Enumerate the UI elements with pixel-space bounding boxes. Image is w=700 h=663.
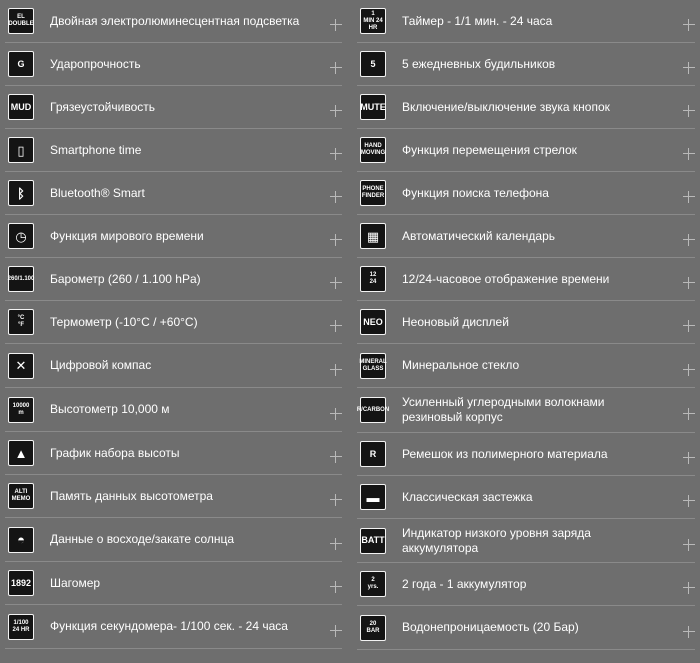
el-double-backlight-icon	[8, 8, 34, 34]
left-feature-row[interactable]	[5, 86, 342, 129]
feature-label: Шагомер	[50, 575, 101, 590]
right-feature-row[interactable]	[357, 215, 695, 258]
battery-life-icon	[360, 571, 386, 597]
bluetooth-icon	[8, 180, 34, 206]
feature-label: Функция поиска телефона	[402, 185, 549, 200]
right-feature-row[interactable]	[357, 258, 695, 301]
expand-plus-icon[interactable]	[683, 62, 695, 74]
expand-plus-icon[interactable]	[330, 191, 342, 203]
carbon-case-icon-text: R/CARBON	[356, 406, 390, 413]
thermometer-icon-text: °C °F	[17, 315, 25, 328]
expand-plus-icon[interactable]	[330, 451, 342, 463]
right-feature-row[interactable]	[357, 86, 695, 129]
timer-icon-text: 1 MIN 24 HR	[363, 10, 383, 31]
world-time-icon-text: ◷	[15, 228, 27, 244]
buckle-icon	[360, 484, 386, 510]
expand-plus-icon[interactable]	[330, 625, 342, 637]
shock-resist-icon-text: G	[17, 58, 25, 69]
right-feature-row[interactable]	[357, 476, 695, 519]
world-time-icon	[8, 223, 34, 249]
expand-plus-icon[interactable]	[683, 19, 695, 31]
right-feature-row[interactable]	[357, 0, 695, 43]
feature-label: Неоновый дисплей	[402, 314, 509, 329]
right-feature-row[interactable]	[357, 172, 695, 215]
mud-resist-icon-text: MUD	[10, 101, 32, 112]
expand-plus-icon[interactable]	[683, 364, 695, 376]
left-feature-row[interactable]	[5, 215, 342, 258]
altitude-graph-icon-text: ▲	[14, 445, 28, 461]
12-24-hour-icon-text: 12 24	[369, 272, 377, 285]
carbon-case-icon	[356, 397, 390, 423]
left-feature-row[interactable]	[5, 562, 342, 605]
feature-label: Память данных высотометра	[50, 488, 213, 503]
alti-memo-icon-text: ALTI MEMO	[11, 489, 31, 502]
feature-label: Ударопрочность	[50, 56, 141, 71]
expand-plus-icon[interactable]	[330, 148, 342, 160]
left-feature-row[interactable]	[5, 301, 342, 344]
feature-label: Цифровой компас	[50, 358, 152, 372]
el-double-backlight-icon-text: EL DOUBLE	[8, 14, 34, 27]
mute-icon-text: MUTE	[360, 101, 386, 112]
expand-plus-icon[interactable]	[330, 105, 342, 117]
expand-plus-icon[interactable]	[683, 539, 695, 551]
stopwatch-icon-text: 1/100 24 HR	[12, 619, 30, 633]
feature-label: Высотометр 10,000 м	[50, 402, 170, 416]
left-feature-row[interactable]	[5, 43, 342, 86]
stopwatch-icon	[8, 614, 34, 640]
expand-plus-icon[interactable]	[330, 277, 342, 289]
mud-resist-icon	[8, 94, 34, 120]
mineral-glass-icon-text: MINERAL GLASS	[359, 358, 387, 372]
right-feature-row[interactable]	[357, 344, 695, 388]
expand-plus-icon[interactable]	[683, 148, 695, 160]
water-resist-icon	[360, 615, 386, 641]
expand-plus-icon[interactable]	[330, 494, 342, 506]
12-24-hour-icon	[360, 266, 386, 292]
feature-label: Барометр (260 / 1.100 hPa)	[50, 271, 201, 286]
feature-label: Классическая застежка	[402, 489, 533, 504]
feature-label: Минеральное стекло	[402, 358, 520, 372]
buckle-icon-text: ▬	[366, 489, 380, 505]
feature-label: Ремешок из полимерного материала	[402, 446, 608, 461]
battery-life-icon-text: 2 yrs.	[367, 577, 379, 590]
pedometer-icon-text: 1892	[10, 577, 32, 588]
right-feature-row[interactable]	[357, 606, 695, 650]
thermometer-icon	[8, 309, 34, 335]
smartphone-time-icon	[8, 137, 34, 163]
left-feature-row[interactable]	[5, 0, 342, 43]
expand-plus-icon[interactable]	[683, 105, 695, 117]
feature-label: Таймер - 1/1 мин. - 24 часа	[402, 13, 553, 28]
left-feature-row[interactable]	[5, 518, 342, 562]
feature-label: Термометр (-10°C / +60°C)	[50, 314, 198, 329]
feature-label: График набора высоты	[50, 445, 180, 460]
left-feature-row[interactable]	[5, 172, 342, 215]
feature-label: Усиленный углеродными волокнами резиновый корпус	[402, 395, 605, 424]
left-feature-row[interactable]	[5, 388, 342, 432]
right-feature-row[interactable]	[357, 129, 695, 172]
feature-column-left	[5, 0, 342, 649]
feature-label: Водонепроницаемость (20 Бар)	[402, 620, 579, 634]
right-feature-row[interactable]	[357, 519, 695, 563]
feature-label: 2 года - 1 аккумулятор	[402, 576, 527, 591]
battery-indicator-icon-text: BATT	[361, 535, 385, 545]
barometer-icon	[8, 266, 34, 292]
auto-calendar-icon-text: ▦	[366, 228, 380, 244]
expand-plus-icon[interactable]	[330, 581, 342, 593]
alti-memo-icon	[8, 483, 34, 509]
right-feature-row[interactable]	[357, 43, 695, 86]
expand-plus-icon[interactable]	[683, 452, 695, 464]
barometer-icon-text: 260/1.100	[7, 275, 35, 282]
auto-calendar-icon	[360, 223, 386, 249]
expand-plus-icon[interactable]	[330, 408, 342, 420]
feature-label: Bluetooth® Smart	[50, 185, 145, 200]
hand-moving-icon	[360, 137, 386, 163]
altitude-graph-icon	[8, 440, 34, 466]
expand-plus-icon[interactable]	[683, 234, 695, 246]
feature-label: Автоматический календарь	[402, 228, 556, 243]
expand-plus-icon[interactable]	[330, 19, 342, 31]
sunrise-sunset-icon-text: ◓	[17, 532, 25, 547]
hand-moving-icon-text: HAND MOVING	[360, 143, 386, 156]
compass-icon-text: ✕	[15, 358, 27, 373]
feature-label: Функция мирового времени	[50, 228, 204, 243]
feature-label: Двойная электролюминесцентная подсветка	[50, 13, 300, 28]
smartphone-time-icon-text: ▯	[17, 142, 25, 158]
timer-icon	[360, 8, 386, 34]
feature-label: Функция секундомера- 1/100 сек. - 24 часа	[50, 619, 288, 633]
expand-plus-icon[interactable]	[683, 408, 695, 420]
feature-label: 5 ежедневных будильников	[402, 56, 556, 71]
battery-indicator-icon	[360, 528, 386, 554]
mineral-glass-icon	[360, 353, 386, 379]
left-feature-row[interactable]	[5, 605, 342, 649]
water-resist-icon-text: 20 BAR	[366, 620, 380, 634]
feature-label: Smartphone time	[50, 142, 142, 157]
resin-strap-icon	[360, 441, 386, 467]
feature-label: Функция перемещения стрелок	[402, 142, 577, 157]
left-feature-row[interactable]	[5, 432, 342, 475]
right-feature-row[interactable]	[357, 388, 695, 433]
expand-plus-icon[interactable]	[683, 277, 695, 289]
expand-plus-icon[interactable]	[330, 364, 342, 376]
bluetooth-icon-text: ᛒ	[17, 185, 25, 201]
expand-plus-icon[interactable]	[330, 234, 342, 246]
feature-label: 12/24-часовое отображение времени	[402, 271, 610, 286]
expand-plus-icon[interactable]	[330, 538, 342, 550]
mute-icon	[360, 94, 386, 120]
altimeter-icon	[8, 397, 34, 423]
phone-finder-icon-text: PHONE FINDER	[361, 186, 385, 199]
pedometer-icon	[8, 570, 34, 596]
left-feature-row[interactable]	[5, 344, 342, 388]
expand-plus-icon[interactable]	[330, 62, 342, 74]
alarms-icon-text: 5	[370, 58, 376, 69]
sunrise-sunset-icon	[8, 527, 34, 553]
expand-plus-icon[interactable]	[683, 495, 695, 507]
feature-label: Грязеустойчивость	[50, 99, 155, 114]
shock-resist-icon	[8, 51, 34, 77]
expand-plus-icon[interactable]	[683, 626, 695, 638]
expand-plus-icon[interactable]	[683, 582, 695, 594]
left-feature-row[interactable]	[5, 258, 342, 301]
expand-plus-icon[interactable]	[683, 320, 695, 332]
left-feature-row[interactable]	[5, 129, 342, 172]
feature-label: Включение/выключение звука кнопок	[402, 99, 610, 114]
right-feature-row[interactable]	[357, 301, 695, 344]
neon-display-icon-text: NEO	[363, 316, 383, 327]
altimeter-icon-text: 10000 m	[12, 402, 30, 416]
feature-label: Индикатор низкого уровня заряда аккумулятора	[402, 525, 591, 555]
right-feature-row[interactable]	[357, 433, 695, 476]
expand-plus-icon[interactable]	[683, 191, 695, 203]
right-feature-row[interactable]	[357, 563, 695, 606]
expand-plus-icon[interactable]	[330, 320, 342, 332]
left-feature-row[interactable]	[5, 475, 342, 518]
phone-finder-icon	[360, 180, 386, 206]
compass-icon	[8, 353, 34, 379]
resin-strap-icon-text: R	[369, 448, 377, 459]
neon-display-icon	[360, 309, 386, 335]
alarms-icon	[360, 51, 386, 77]
feature-label: Данные о восходе/закате солнца	[50, 532, 235, 546]
feature-column-right	[357, 0, 695, 650]
